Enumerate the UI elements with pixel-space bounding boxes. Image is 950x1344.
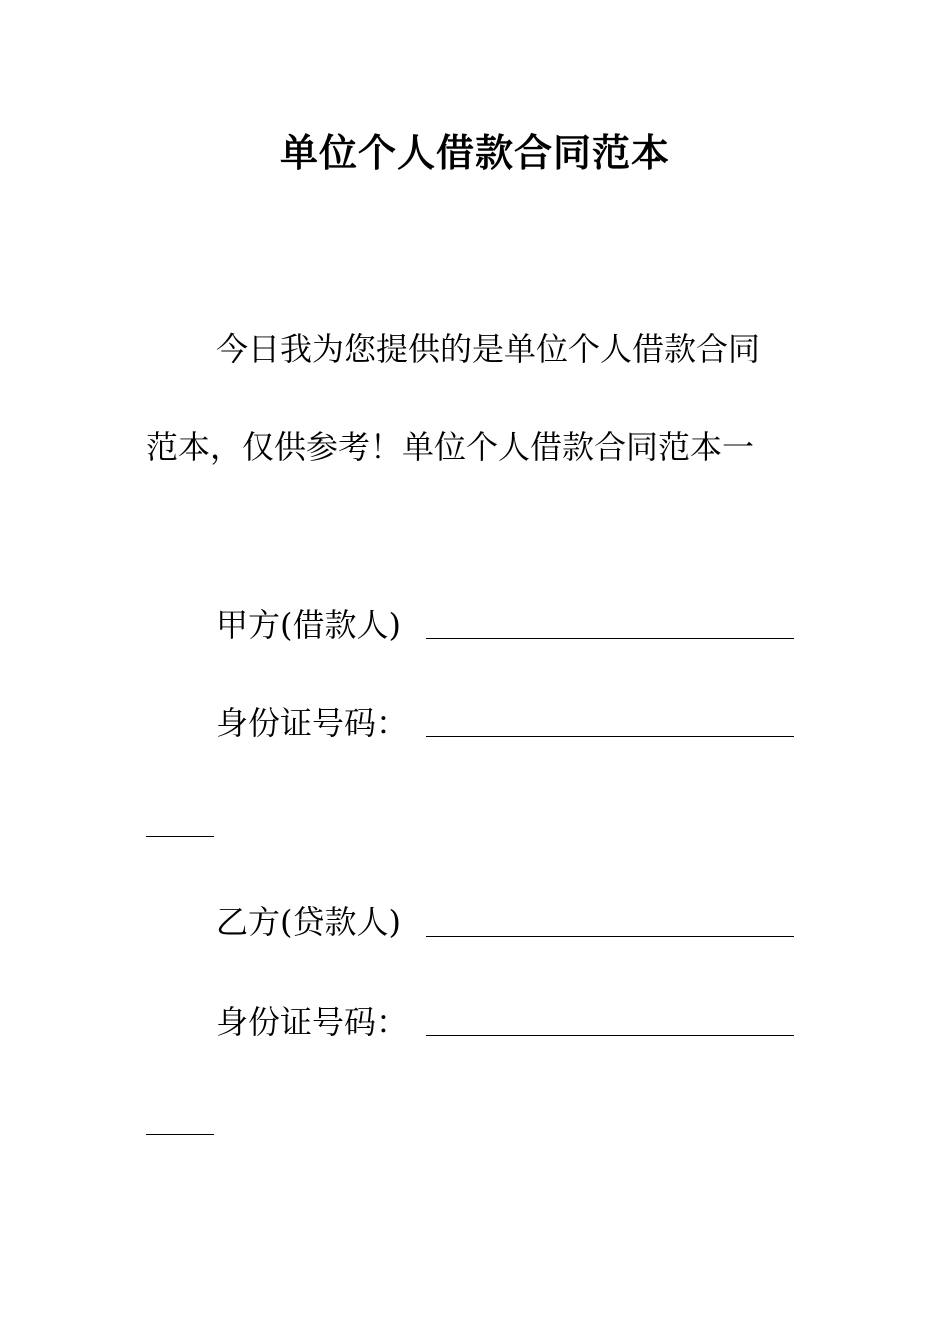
document-title: 单位个人借款合同范本 [279,130,670,175]
party-a-id-blank-continuation[interactable] [146,836,214,837]
party-b-id-blank-line[interactable] [426,1035,794,1036]
party-b-id-label: 身份证号码： [216,1003,409,1041]
party-a-id-blank-line[interactable] [426,736,794,737]
party-a-label: 甲方(借款人) [216,606,401,644]
party-a-id-field [146,698,796,748]
party-b-blank-line[interactable] [426,936,794,937]
intro-paragraph: 今日我为您提供的是单位个人借款合同范本，仅供参考！单位个人借款合同范本一 [146,330,761,466]
party-b-label: 乙方(贷款人) [216,903,401,941]
party-a-id-label: 身份证号码： [216,704,409,742]
party-a-blank-line[interactable] [426,638,794,639]
party-b-field [146,897,796,947]
party-b-id-blank-continuation[interactable] [146,1134,214,1135]
party-a-field [146,600,796,650]
party-b-id-field [146,997,796,1047]
